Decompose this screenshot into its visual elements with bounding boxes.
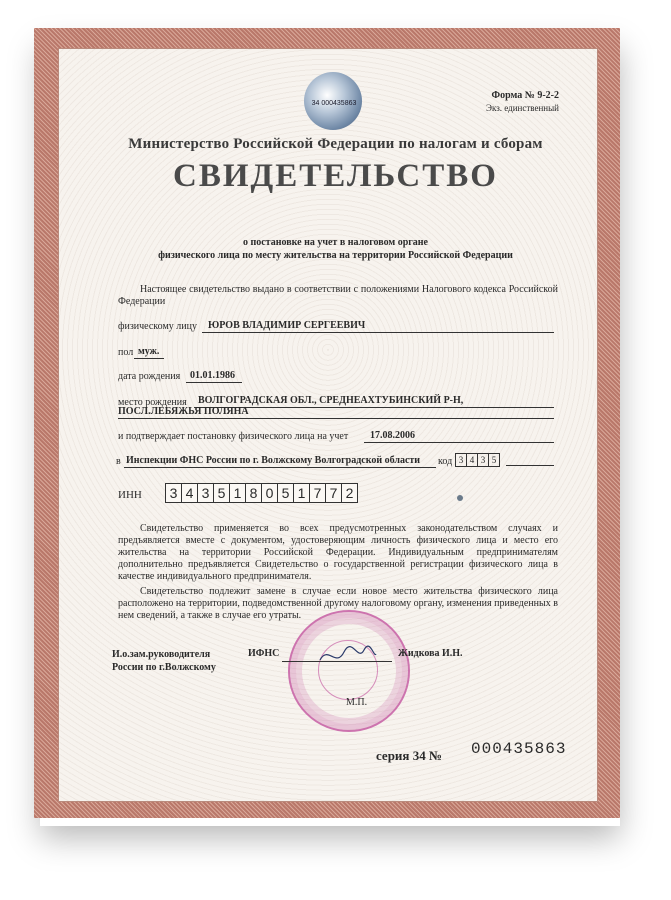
sex-label: пол	[118, 347, 134, 358]
person-label: физическому лицу	[118, 321, 197, 332]
intro-paragraph: Настоящее свидетельство выдано в соответствии с положениями Налогового кодекса Российской Федерации	[118, 284, 558, 307]
inn-digit: 0	[261, 483, 278, 503]
inn-label: ИНН	[118, 489, 142, 501]
signer-org: ИФНС	[248, 648, 280, 659]
document-title: СВИДЕТЕЛЬСТВО	[173, 158, 498, 194]
inn-digit-boxes	[166, 483, 358, 503]
signer-name: Жидкова И.Н.	[398, 648, 463, 659]
inn-digit: 4	[181, 483, 198, 503]
birth-date-label: дата рождения	[118, 371, 181, 382]
form-number-line1: Форма № 9-2-2	[491, 90, 559, 101]
inn-digit: 7	[309, 483, 326, 503]
stamp-place-label: М.П.	[346, 697, 368, 708]
inspection-code-boxes	[456, 453, 500, 467]
inn-digit: 8	[245, 483, 262, 503]
inn-digit: 2	[341, 483, 358, 503]
code-digit: 5	[488, 453, 500, 467]
inspection-code-label: код	[438, 456, 453, 467]
series-number: 000435863	[471, 740, 567, 758]
code-digit: 4	[466, 453, 478, 467]
signature-line	[282, 650, 392, 662]
birth-date-value: 01.01.1986	[190, 370, 235, 381]
inn-digit: 1	[293, 483, 310, 503]
inn-digit: 1	[229, 483, 246, 503]
registration-label: и подтверждает постановку физического лица на учет	[118, 431, 349, 442]
hologram-number: 34 000435863	[311, 100, 357, 107]
inn-digit: 3	[197, 483, 214, 503]
person-value: ЮРОВ ВЛАДИМИР СЕРГЕЕВИЧ	[208, 320, 366, 331]
form-number	[486, 90, 559, 114]
ministry-heading: Министерство Российской Федерации по налогам и сборам	[128, 136, 543, 152]
birth-place-value2: ПОСЛ.ЛЕБЯЖЬЯ ПОЛЯНА	[118, 406, 249, 417]
replacement-paragraph: Свидетельство подлежит замене в случае если новое место жительства физического лица расположено на территории, подведомственной другому налоговому органу, изменения приведенных в нем сведений, а также в случае его утраты.	[118, 586, 558, 621]
inn-digit: 3	[165, 483, 182, 503]
usage-paragraph: Свидетельство применяется во всех предусмотренных законодательством случаях и предъявляется вместе с документом, удостоверяющим личность физического лица и место его жительства на территории Российской Федерации. Индивидуальным предпринимателям дополнительно предъявляется Свидетельство о государственной регистрации физического лица в качестве индивидуального предпринимателя.	[118, 523, 558, 582]
birth-place-value1: ВОЛГОГРАДСКАЯ ОБЛ., СРЕДНЕАХТУБИНСКИЙ Р-Н,	[198, 395, 464, 406]
registration-value: 17.08.2006	[370, 430, 415, 441]
inspection-value: Инспекции ФНС России по г. Волжскому Волгоградской области	[126, 455, 421, 466]
code-digit: 3	[477, 453, 489, 467]
series-label: серия 34 №	[376, 748, 443, 763]
subtitle-line2: физического лица по месту жительства на территории Российской Федерации	[158, 250, 513, 261]
signer-position-line1: И.о.зам.руководителя	[112, 649, 211, 660]
signer-position	[112, 648, 216, 674]
hologram-dot-icon	[457, 495, 463, 501]
sex-value: муж.	[138, 346, 160, 357]
inn-digit: 7	[325, 483, 342, 503]
inn-digit: 5	[213, 483, 230, 503]
inn-digit: 5	[277, 483, 294, 503]
birth-place-label: место рождения	[118, 397, 187, 408]
signer-position-line2: России по г.Волжскому	[112, 662, 216, 673]
form-number-line2: Экз. единственный	[486, 103, 559, 113]
subtitle-line1: о постановке на учет в налоговом органе	[242, 237, 428, 248]
code-line	[506, 453, 554, 466]
code-digit: 3	[455, 453, 467, 467]
inspection-prefix: в	[116, 456, 121, 467]
